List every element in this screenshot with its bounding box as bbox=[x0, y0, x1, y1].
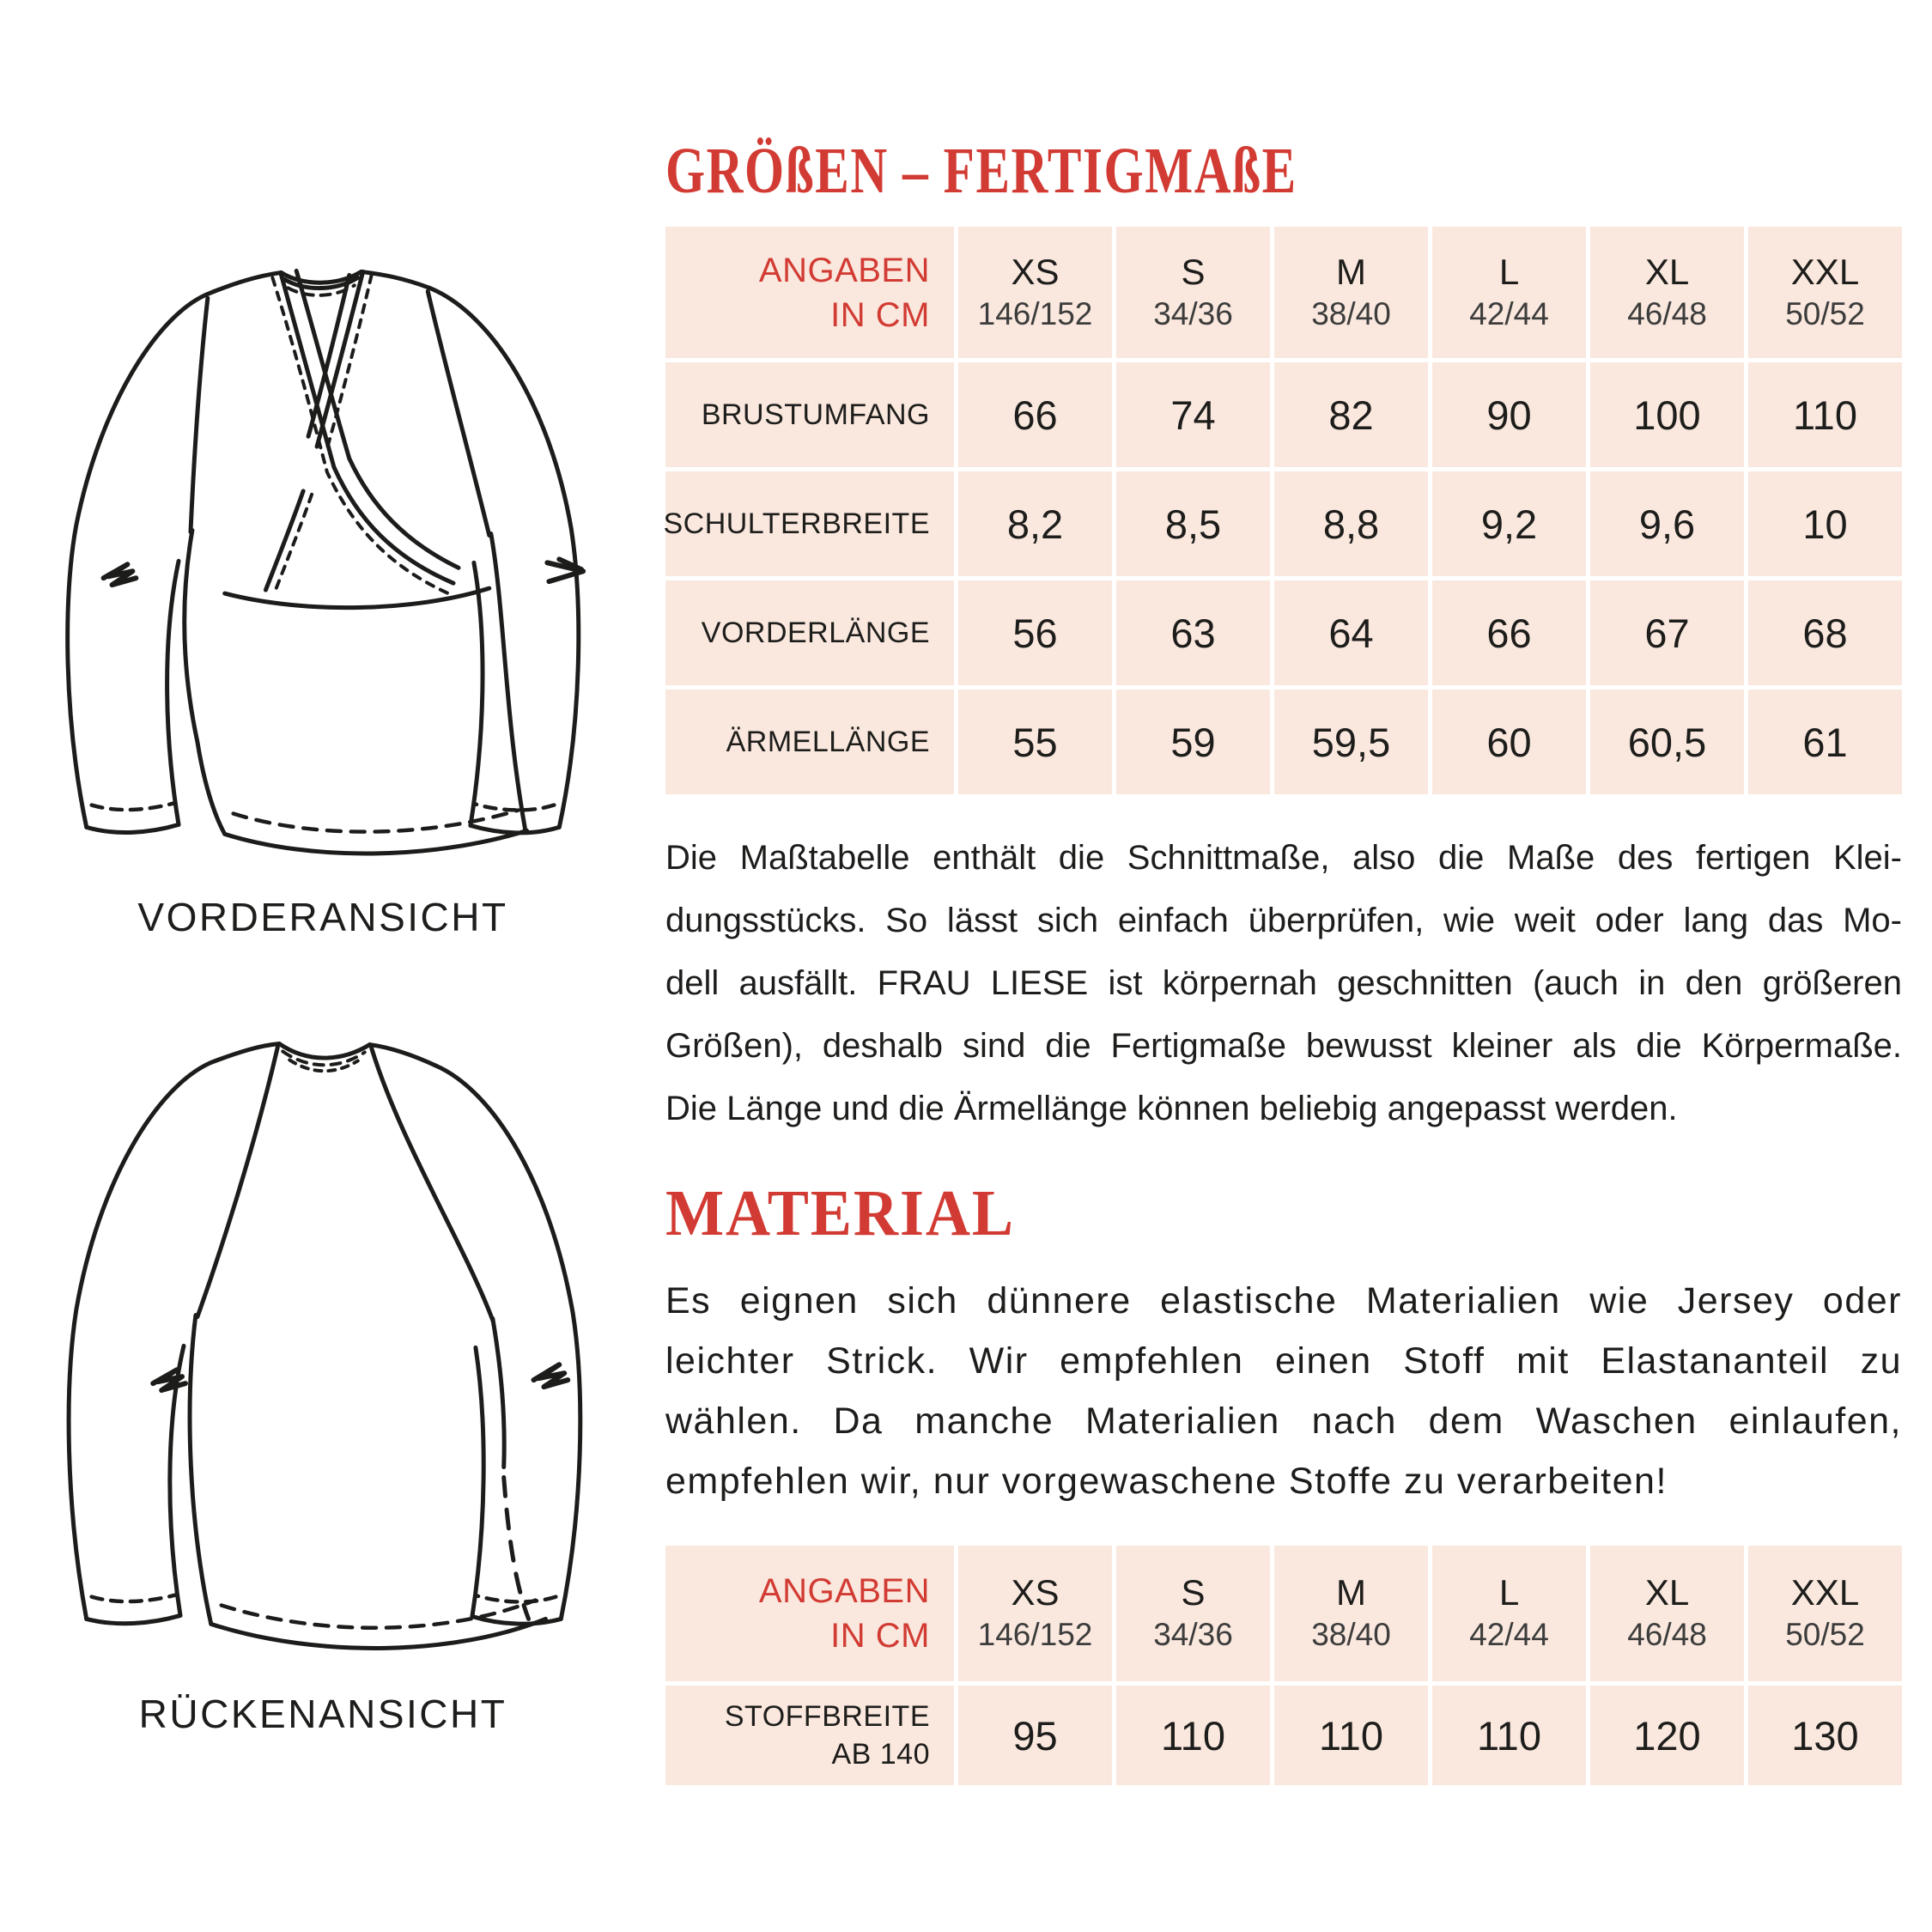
value-cell: 68 bbox=[1748, 580, 1902, 685]
row-label-cell: SCHULTERBREITE bbox=[665, 471, 954, 576]
value-cell: 110 bbox=[1748, 362, 1902, 467]
row-label-cell bbox=[665, 1686, 954, 1785]
value-cell: 95 bbox=[958, 1686, 1112, 1785]
front-view-label: VORDERANSICHT bbox=[137, 895, 508, 939]
front-view-drawing bbox=[27, 191, 619, 882]
value-cell: 9,2 bbox=[1432, 471, 1586, 576]
material-line: leichter Strick. Wir empfehlen einen Stoff mit Elastananteil zu bbox=[665, 1340, 1902, 1382]
value-cell: 9,6 bbox=[1590, 471, 1744, 576]
value-cell: 56 bbox=[958, 580, 1112, 685]
value-cell: 66 bbox=[1432, 580, 1586, 685]
value-cell: 10 bbox=[1748, 471, 1902, 576]
value-cell: 90 bbox=[1432, 362, 1586, 467]
value-cell: 60 bbox=[1432, 690, 1586, 794]
value-cell: 63 bbox=[1116, 580, 1270, 685]
material-line: wählen. Da manche Materialien nach dem Waschen einlaufen, bbox=[665, 1400, 1902, 1442]
value-cell: 130 bbox=[1748, 1686, 1902, 1785]
size-header-cell: XS 146/152 bbox=[958, 227, 1112, 358]
row-label-cell: VORDERLÄNGE bbox=[665, 580, 954, 685]
size-header-cell: XL 46/48 bbox=[1590, 227, 1744, 358]
value-cell: 60,5 bbox=[1590, 690, 1744, 794]
material-heading: MATERIAL bbox=[665, 1177, 1015, 1249]
header-label-line2: IN CM bbox=[830, 295, 930, 334]
size-header-cell: L 42/44 bbox=[1432, 227, 1586, 358]
note-line: Die Länge und die Ärmellänge können beliebig angepasst werden. bbox=[665, 1090, 1678, 1127]
note-line: Größen), deshalb sind die Fertigmaße bewusst kleiner als die Körpermaße. bbox=[665, 1027, 1902, 1065]
fabric-width-table bbox=[665, 1546, 1902, 1785]
sizes-heading: GRÖßEN – FERTIGMAßE bbox=[665, 135, 1297, 207]
material-paragraph bbox=[665, 1271, 1902, 1511]
row-label-cell: BRUSTUMFANG bbox=[665, 362, 954, 467]
table-header-label-cell bbox=[665, 1546, 954, 1681]
size-header-cell: M 38/40 bbox=[1274, 227, 1428, 358]
back-view-drawing bbox=[27, 979, 619, 1679]
value-cell: 64 bbox=[1274, 580, 1428, 685]
material-line: Es eignen sich dünnere elastische Materialien wie Jersey oder bbox=[665, 1280, 1902, 1321]
size-header-cell: S 34/36 bbox=[1116, 227, 1270, 358]
sizes-table bbox=[665, 227, 1902, 794]
value-cell: 110 bbox=[1432, 1686, 1586, 1785]
back-view-label: RÜCKENANSICHT bbox=[138, 1692, 507, 1736]
content-column bbox=[665, 136, 1902, 1785]
size-header-cell: L 42/44 bbox=[1432, 1546, 1586, 1681]
fabric-row-label-line2: AB 140 bbox=[831, 1738, 930, 1771]
value-cell: 66 bbox=[958, 362, 1112, 467]
value-cell: 61 bbox=[1748, 690, 1902, 794]
value-cell: 8,5 bbox=[1116, 471, 1270, 576]
note-line: dungsstücks. So lässt sich einfach überprüfen, wie weit oder lang das Mo- bbox=[665, 902, 1902, 939]
value-cell: 67 bbox=[1590, 580, 1744, 685]
size-header-cell: XXL 50/52 bbox=[1748, 1546, 1902, 1681]
value-cell: 100 bbox=[1590, 362, 1744, 467]
value-cell: 8,8 bbox=[1274, 471, 1428, 576]
back-view-figure bbox=[22, 979, 623, 1737]
value-cell: 55 bbox=[958, 690, 1112, 794]
row-label-cell: ÄRMELLÄNGE bbox=[665, 690, 954, 794]
size-header-cell: S 34/36 bbox=[1116, 1546, 1270, 1681]
value-cell: 8,2 bbox=[958, 471, 1112, 576]
size-header-cell: M 38/40 bbox=[1274, 1546, 1428, 1681]
header-label-line1: ANGABEN bbox=[758, 251, 930, 289]
size-header-cell: XS 146/152 bbox=[958, 1546, 1112, 1681]
value-cell: 110 bbox=[1116, 1686, 1270, 1785]
value-cell: 82 bbox=[1274, 362, 1428, 467]
header-label-line2: IN CM bbox=[830, 1617, 930, 1655]
front-view-figure bbox=[22, 191, 623, 940]
value-cell: 59,5 bbox=[1274, 690, 1428, 794]
fabric-row-label-line1: STOFFBREITE bbox=[724, 1700, 930, 1733]
table-header-label-cell bbox=[665, 227, 954, 358]
material-line: empfehlen wir, nur vorgewaschene Stoffe zu verarbeiten! bbox=[665, 1461, 1668, 1502]
value-cell: 120 bbox=[1590, 1686, 1744, 1785]
value-cell: 74 bbox=[1116, 362, 1270, 467]
header-label-line1: ANGABEN bbox=[758, 1572, 930, 1610]
value-cell: 59 bbox=[1116, 690, 1270, 794]
note-line: dell ausfällt. FRAU LIESE ist körpernah geschnitten (auch in den größeren bbox=[665, 964, 1902, 1002]
sizes-note-paragraph bbox=[665, 827, 1902, 1140]
size-header-cell: XL 46/48 bbox=[1590, 1546, 1744, 1681]
size-header-cell: XXL 50/52 bbox=[1748, 227, 1902, 358]
note-line: Die Maßtabelle enthält die Schnittmaße, also die Maße des fertigen Klei- bbox=[665, 839, 1902, 877]
value-cell: 110 bbox=[1274, 1686, 1428, 1785]
